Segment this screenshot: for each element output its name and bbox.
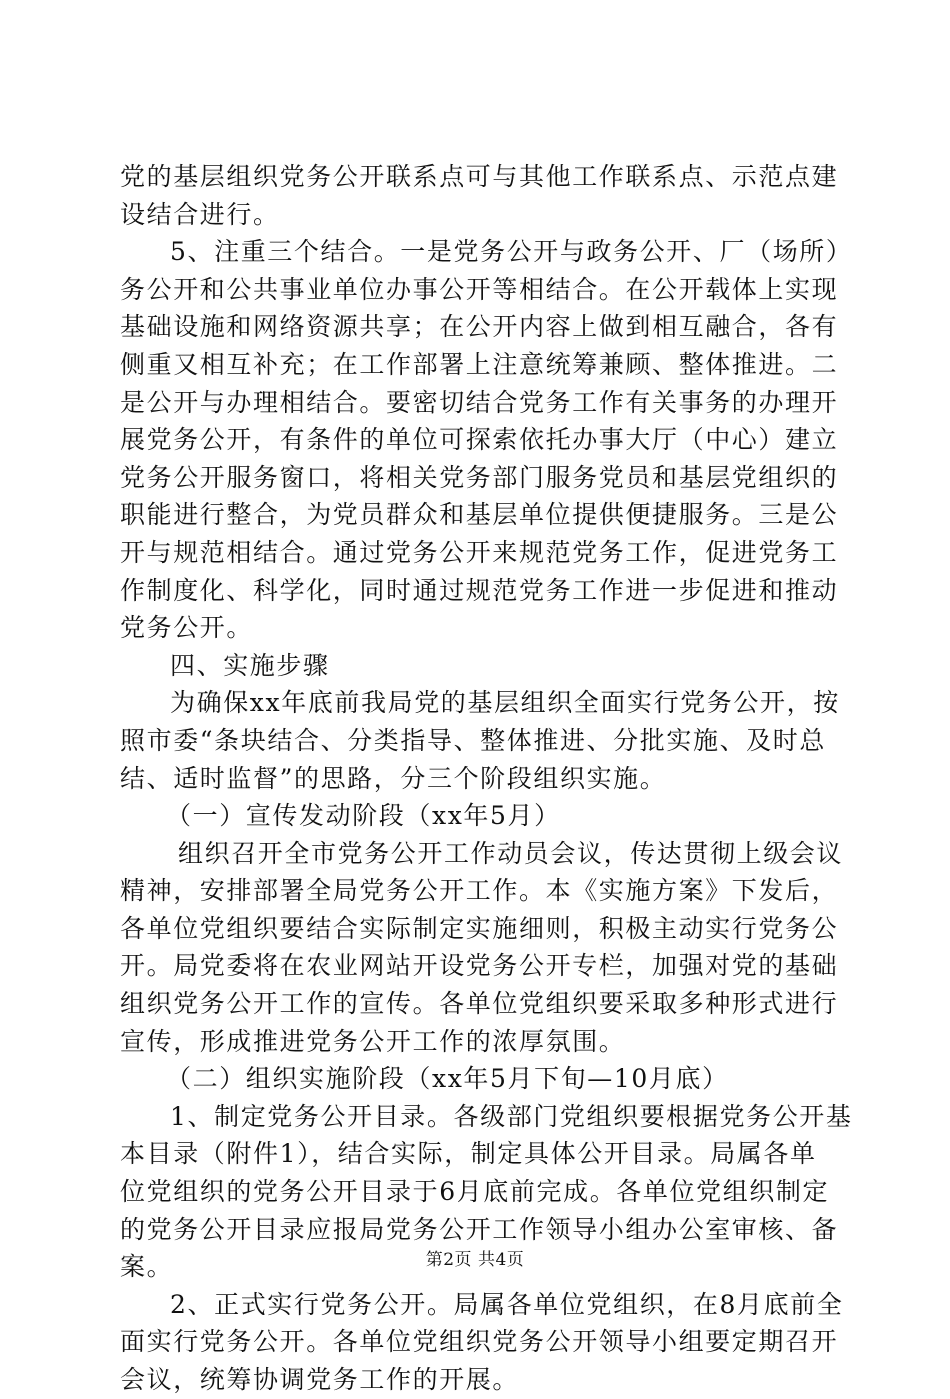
text-line: 精神，安排部署全局党务公开工作。本《实施方案》下发后，	[120, 876, 839, 906]
text-line: 党务公开服务窗口，将相关党务部门服务党员和基层党组织的	[120, 462, 839, 492]
text-line: 职能进行整合，为党员群众和基层单位提供便捷服务。三是公	[120, 500, 839, 530]
text-line: 作制度化、科学化，同时通过规范党务工作进一步促进和推动	[120, 575, 839, 605]
text-line: 基础设施和网络资源共享；在公开内容上做到相互融合，各有	[120, 312, 839, 342]
section-heading: 四、实施步骤	[170, 650, 330, 680]
text-line: 党务公开。	[120, 613, 254, 643]
paragraph-start-line: 2、正式实行党务公开。局属各单位党组织，在8月底前全	[170, 1289, 844, 1319]
paragraph-start-line: 5、注重三个结合。一是党务公开与政务公开、厂（场所）	[170, 237, 853, 267]
text-line: 的党务公开目录应报局党务公开工作领导小组办公室审核、备	[120, 1214, 839, 1244]
subsection-heading: （一）宣传发动阶段（xx年5月）	[166, 801, 561, 831]
paragraph-start-line: 1、制定党务公开目录。各级部门党组织要根据党务公开基	[170, 1101, 853, 1131]
text-line: 是公开与办理相结合。要密切结合党务工作有关事务的办理开	[120, 387, 839, 417]
page-number-footer: 第2页 共4页	[425, 1250, 525, 1270]
text-line: 党的基层组织党务公开联系点可与其他工作联系点、示范点建	[120, 162, 839, 191]
paragraph-start-line: 为确保xx年底前我局党的基层组织全面实行党务公开，按	[170, 688, 840, 718]
text-line: 结、适时监督”的思路，分三个阶段组织实施。	[120, 763, 667, 793]
paragraph-start-line: 组织召开全市党务公开工作动员会议，传达贯彻上级会议	[178, 838, 844, 868]
text-line: 宣传，形成推进党务公开工作的浓厚氛围。	[120, 1026, 626, 1056]
text-line: 侧重又相互补充；在工作部署上注意统筹兼顾、整体推进。二	[120, 349, 839, 379]
text-line: 会议，统筹协调党务工作的开展。	[120, 1365, 520, 1394]
text-line: 组织党务公开工作的宣传。各单位党组织要采取多种形式进行	[120, 989, 839, 1019]
text-line: 案。	[120, 1252, 174, 1282]
text-line: 位党组织的党务公开目录于6月底前完成。各单位党组织制定	[120, 1177, 830, 1207]
document-body	[120, 158, 853, 1399]
subsection-heading: （二）组织实施阶段（xx年5月下旬—10月底）	[166, 1064, 729, 1094]
text-line: 照市委“条块结合、分类指导、整体推进、分批实施、及时总	[120, 725, 826, 755]
text-line: 开与规范相结合。通过党务公开来规范党务工作，促进党务工	[120, 537, 839, 567]
text-line: 本目录（附件1），结合实际，制定具体公开目录。局属各单	[120, 1139, 817, 1169]
text-line: 面实行党务公开。各单位党组织党务公开领导小组要定期召开	[120, 1327, 839, 1357]
text-line: 展党务公开，有条件的单位可探索依托办事大厅（中心）建立	[120, 425, 839, 455]
text-line: 设结合进行。	[120, 199, 280, 229]
text-line: 务公开和公共事业单位办事公开等相结合。在公开载体上实现	[120, 274, 839, 304]
text-line: 开。局党委将在农业网站开设党务公开专栏，加强对党的基础	[120, 951, 839, 981]
text-line: 各单位党组织要结合实际制定实施细则，积极主动实行党务公	[120, 913, 839, 943]
